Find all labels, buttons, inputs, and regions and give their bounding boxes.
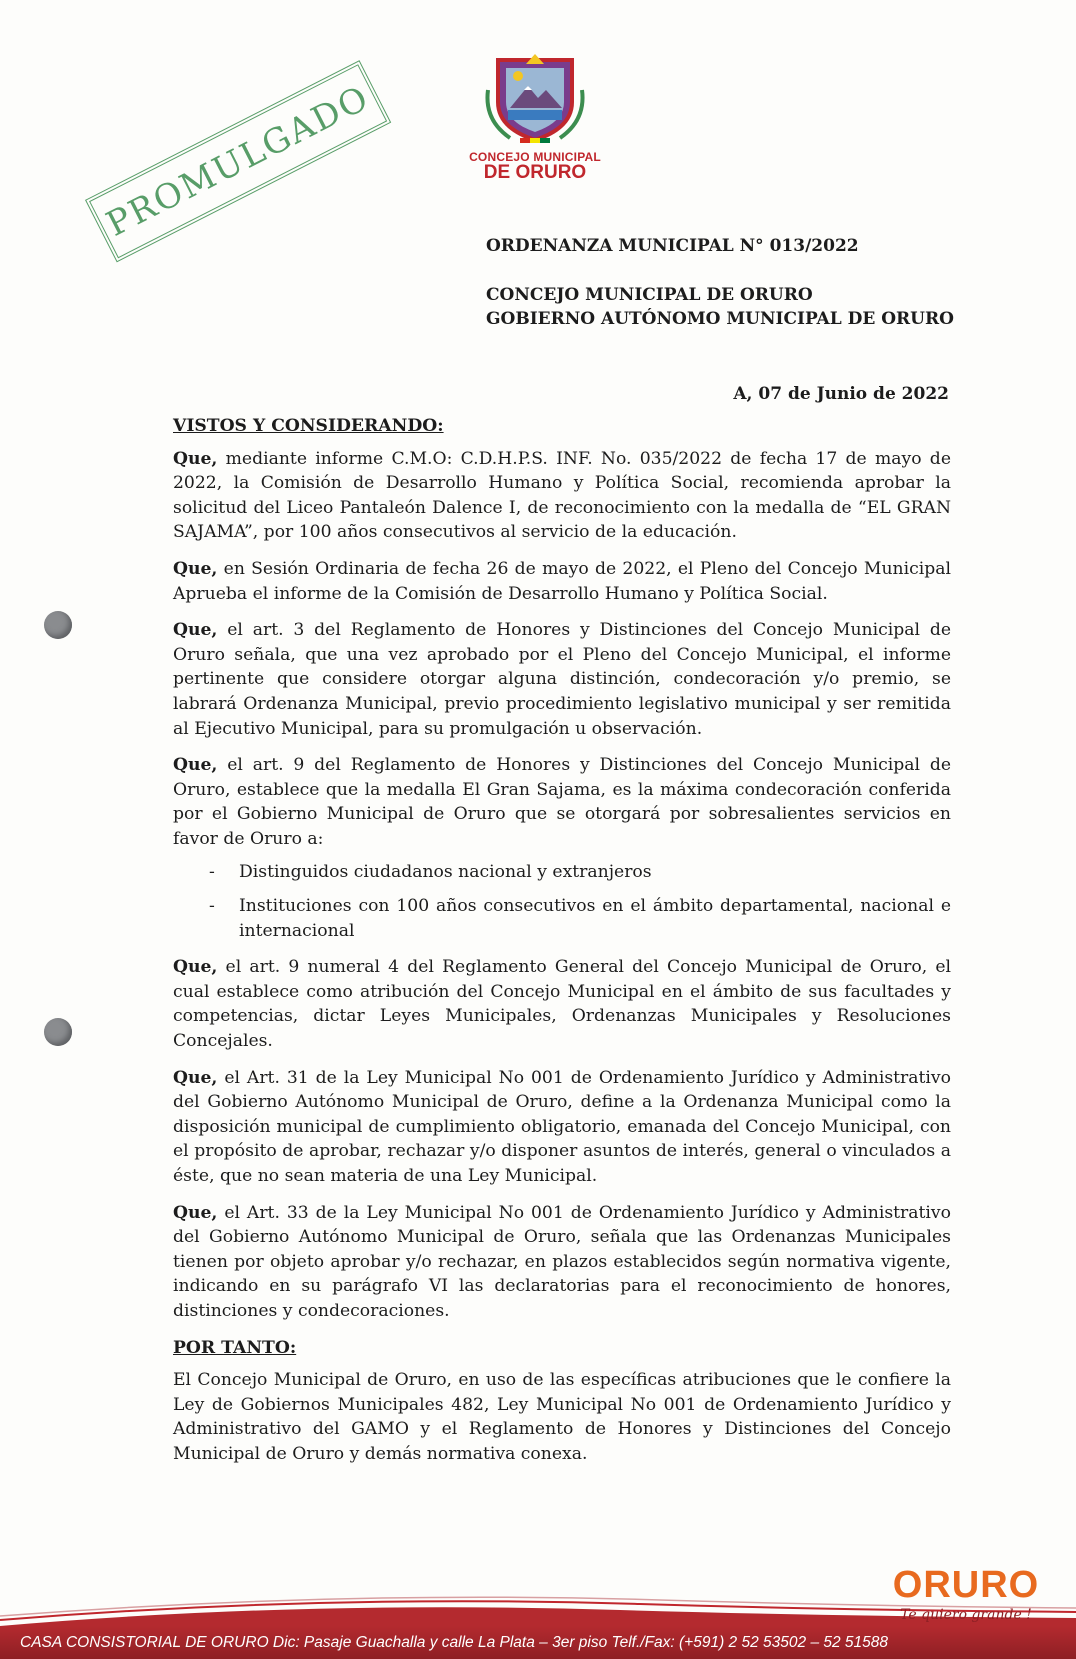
council-logo	[455, 50, 615, 200]
considerando-paragraph	[173, 955, 951, 1053]
list-item: - Distinguidos ciudadanos nacional y extranjeros	[239, 860, 951, 885]
considerando-paragraph	[173, 557, 951, 606]
punch-hole	[44, 1018, 72, 1046]
paragraph-text: el art. 3 del Reglamento de Honores y Distinciones del Concejo Municipal de Oruro señala, que una vez aprobado por el Pleno del Concejo Municipal, el informe pertinente que considere otorgar alguna distinción, condecoración y/o premio, se labrará Ordenanza Municipal, previo procedimiento legislativo municipal y ser remitida al Ejecutivo Municipal, para su promulgación u observación.	[173, 620, 951, 739]
bullet-list	[173, 860, 951, 944]
paragraph-text: el art. 9 numeral 4 del Reglamento General del Concejo Municipal de Oruro, el cual establece como atribución del Concejo Municipal en el ámbito de sus facultades y competencias, dictar Leyes Municipales, Ordenanzas Municipales y Resoluciones Concejales.	[173, 957, 951, 1052]
paragraph-lead: Que,	[173, 957, 218, 978]
brand-slogan: Te quiero grande !	[900, 1607, 1032, 1623]
coat-of-arms-icon	[480, 50, 590, 146]
paragraph-lead: Que,	[173, 1067, 218, 1088]
ordinance-number: ORDENANZA MUNICIPAL N° 013/2022	[486, 236, 859, 256]
paragraph-lead: Que,	[173, 620, 218, 641]
brand-name: ORURO	[892, 1564, 1040, 1606]
council-name: CONCEJO MUNICIPAL DE ORURO	[486, 285, 813, 305]
logo-line-2: DE ORURO	[483, 162, 587, 183]
footer-address: CASA CONSISTORIAL DE ORURO Dic: Pasaje Guachalla y calle La Plata – 3er piso Telf./Fax: (+591) 2 52 53502 – 52 51588	[0, 1626, 1076, 1659]
paragraph-lead: Que,	[173, 558, 218, 579]
paragraph-text: el art. 9 del Reglamento de Honores y Distinciones del Concejo Municipal de Oruro, establece que la medalla El Gran Sajama, es la máxima condecoración conferida por el Gobierno Municipal de Oruro que se otorgará por sobresalientes servicios en favor de Oruro a:	[173, 755, 951, 849]
considerando-paragraph	[173, 753, 951, 851]
paragraph-text: el Art. 31 de la Ley Municipal No 001 de Ordenamiento Jurídico y Administrativo del Gobierno Autónomo Municipal de Oruro, define a la Ordenanza Municipal como la disposición municipal de cumplimiento obligatorio, emanada del Concejo Municipal, con el propósito de aprobar, rechazar y/o disponer asuntos de interés, general o vinculados a éste, que no sean materia de una Ley Municipal.	[173, 1067, 951, 1187]
paragraph-text: mediante informe C.M.O: C.D.H.P.S. INF. No. 035/2022 de fecha 17 de mayo de 2022, la Comisión de Desarrollo Humano y Política Social, recomienda aprobar la solicitud del Liceo Pantaleón Dalence I, de reconocimiento con la medalla de “EL GRAN SAJAMA”, por 100 años consecutivos al servicio de la educación.	[173, 448, 951, 543]
government-name: GOBIERNO AUTÓNOMO MUNICIPAL DE ORURO	[486, 309, 954, 329]
promulgado-stamp: PROMULGADO	[85, 60, 391, 262]
considerando-paragraph	[173, 1066, 951, 1189]
paragraph-text: el Art. 33 de la Ley Municipal No 001 de Ordenamiento Jurídico y Administrativo del Gobierno Autónomo Municipal de Oruro, señala que las Ordenanzas Municipales tienen por objeto aprobar y/o rechazar, en plazos establecidos según normativa vigente, indicando en su parágrafo VI las declaratorias para el reconocimiento de honores, distinciones y condecoraciones.	[173, 1202, 951, 1321]
section-heading-vistos: VISTOS Y CONSIDERANDO:	[173, 416, 444, 436]
considerando-paragraph	[173, 447, 951, 545]
paragraph-lead: Que,	[173, 755, 218, 776]
considerando-paragraph	[173, 618, 951, 741]
document-body	[173, 414, 951, 1479]
paragraph-text: en Sesión Ordinaria de fecha 26 de mayo de 2022, el Pleno del Concejo Municipal Aprueba el informe de la Comisión de Desarrollo Humano y Política Social.	[173, 558, 951, 604]
paragraph-lead: Que,	[173, 1202, 218, 1223]
document-date: A, 07 de Junio de 2022	[733, 384, 949, 404]
considerando-paragraph	[173, 1201, 951, 1324]
section-heading-por-tanto: POR TANTO:	[173, 1337, 297, 1358]
punch-hole	[44, 611, 72, 639]
oruro-brand-logo	[866, 1565, 1066, 1623]
list-item: - Instituciones con 100 años consecutivos en el ámbito departamental, nacional e internacional	[239, 894, 951, 943]
paragraph-lead: Que,	[173, 448, 218, 469]
logo-line-1: CONCEJO MUNICIPAL	[469, 150, 601, 164]
closing-paragraph: El Concejo Municipal de Oruro, en uso de las específicas atribuciones que le confiere la Ley de Gobiernos Municipales 482, Ley Municipal No 001 de Ordenamiento Jurídico y Administrativo del GAMO y el Reglamento de Honores y Distinciones del Concejo Municipal de Oruro y demás normativa conexa.	[173, 1370, 951, 1464]
